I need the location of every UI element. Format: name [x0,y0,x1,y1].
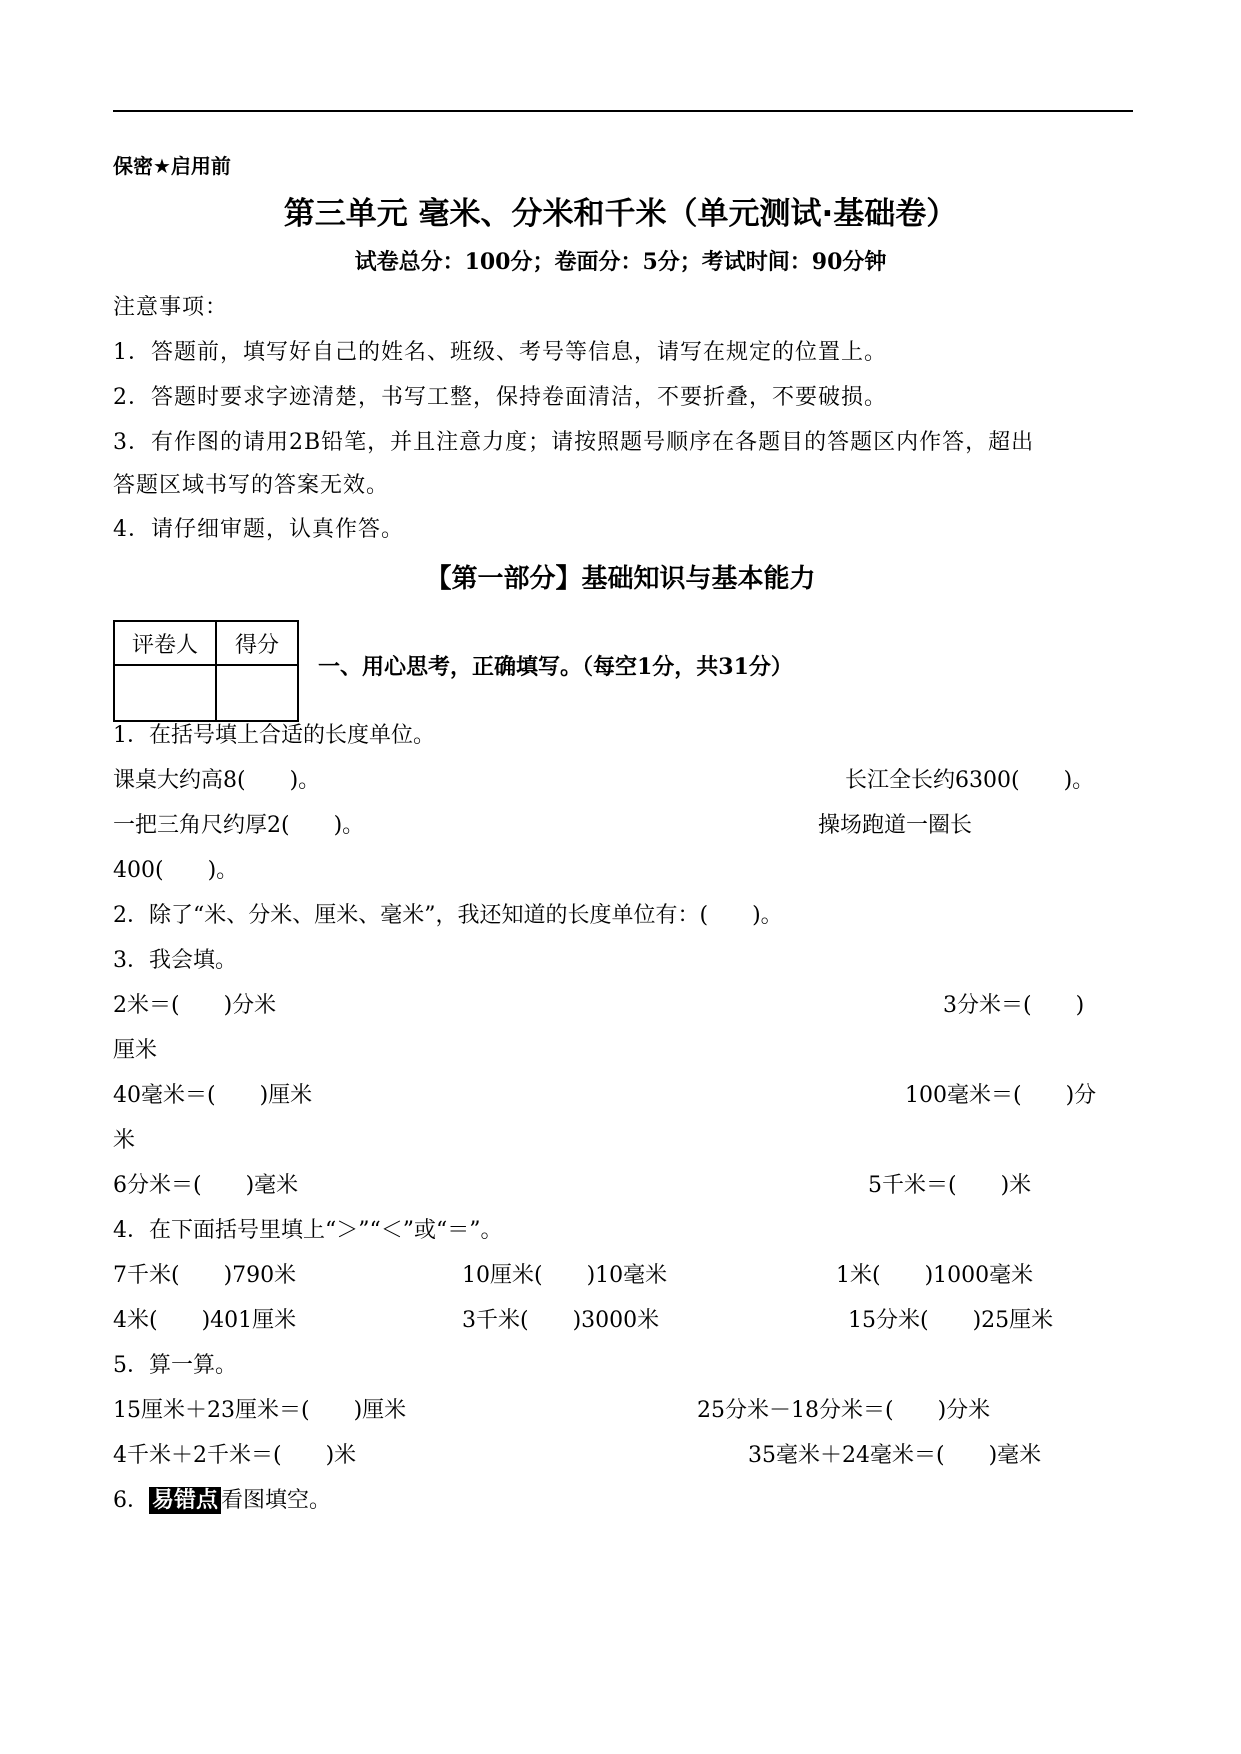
score-cell[interactable] [216,665,298,721]
error-prone-badge: 易错点 [149,1487,221,1514]
q5-item-c: 4千米＋2千米＝( )米 [113,1443,357,1468]
q1-item-d: 操场跑道一圈长 [818,813,973,838]
q3-item-c: 40毫米＝( )厘米 [113,1083,313,1108]
q4-item: 15分米( )25厘米 [848,1308,1054,1333]
q3-item-f: 5千米＝( )米 [868,1173,1032,1198]
q1-item-b: 长江全长约6300( )。 [845,768,1095,793]
q2-prompt: 2．除了“米、分米、厘米、毫米”，我还知道的长度单位有：( )。 [113,903,783,928]
q4-item: 3千米( )3000米 [462,1308,660,1333]
q6-line [113,1483,331,1514]
part1-heading: 一、用心思考，正确填写。（每空1分，共31分） [318,654,793,680]
q3-item-b: 3分米＝( ) [943,993,1085,1018]
q3-item-d-cont: 米 [113,1128,136,1153]
q4-item: 1米( )1000毫米 [836,1263,1034,1288]
q4-prompt: 4．在下面括号里填上“＞”“＜”或“＝”。 [113,1218,503,1243]
q4-item: 7千米( )790米 [113,1263,297,1288]
q5-item-b: 25分米－18分米＝( )分米 [697,1398,991,1423]
section-title: 【第一部分】基础知识与基本能力 [425,564,816,594]
q1-item-d-cont: 400( )。 [113,858,239,883]
note-item: 答题区域书写的答案无效。 [113,473,390,498]
q5-prompt: 5．算一算。 [113,1353,237,1378]
notes-heading: 注意事项： [113,295,229,320]
q3-item-d: 100毫米＝( )分 [905,1083,1097,1108]
q3-item-e: 6分米＝( )毫米 [113,1173,299,1198]
q5-item-a: 15厘米＋23厘米＝( )厘米 [113,1398,407,1423]
top-rule [113,110,1133,112]
note-item: 4．请仔细审题，认真作答。 [113,517,404,542]
q3-item-b-cont: 厘米 [113,1038,158,1063]
score-label: 得分 [216,621,298,665]
q3-item-a: 2米＝( )分米 [113,993,277,1018]
score-table [113,620,299,722]
q6-prompt: 看图填空。 [221,1488,332,1513]
q4-item: 4米( )401厘米 [113,1308,297,1333]
note-item: 3．有作图的请用2B铅笔，并且注意力度；请按照题号顺序在各题目的答题区内作答，超出 [113,430,1035,455]
q1-item-c: 一把三角尺约厚2( )。 [113,813,365,838]
q5-item-d: 35毫米＋24毫米＝( )毫米 [748,1443,1042,1468]
q4-item: 10厘米( )10毫米 [462,1263,668,1288]
note-item: 2．答题时要求字迹清楚，书写工整，保持卷面清洁，不要折叠，不要破损。 [113,385,887,410]
exam-info: 试卷总分：100分；卷面分：5分；考试时间：90分钟 [354,249,887,275]
grader-cell[interactable] [114,665,216,721]
q6-number: 6． [113,1488,149,1513]
q1-item-a: 课桌大约高8( )。 [113,768,321,793]
q3-prompt: 3．我会填。 [113,948,237,973]
grader-label: 评卷人 [114,621,216,665]
note-item: 1．答题前，填写好自己的姓名、班级、考号等信息，请写在规定的位置上。 [113,340,887,365]
q1-prompt: 1．在括号填上合适的长度单位。 [113,723,435,748]
page-title: 第三单元 毫米、分米和千米（单元测试·基础卷） [283,196,958,232]
confidential-label: 保密★启用前 [113,154,231,178]
